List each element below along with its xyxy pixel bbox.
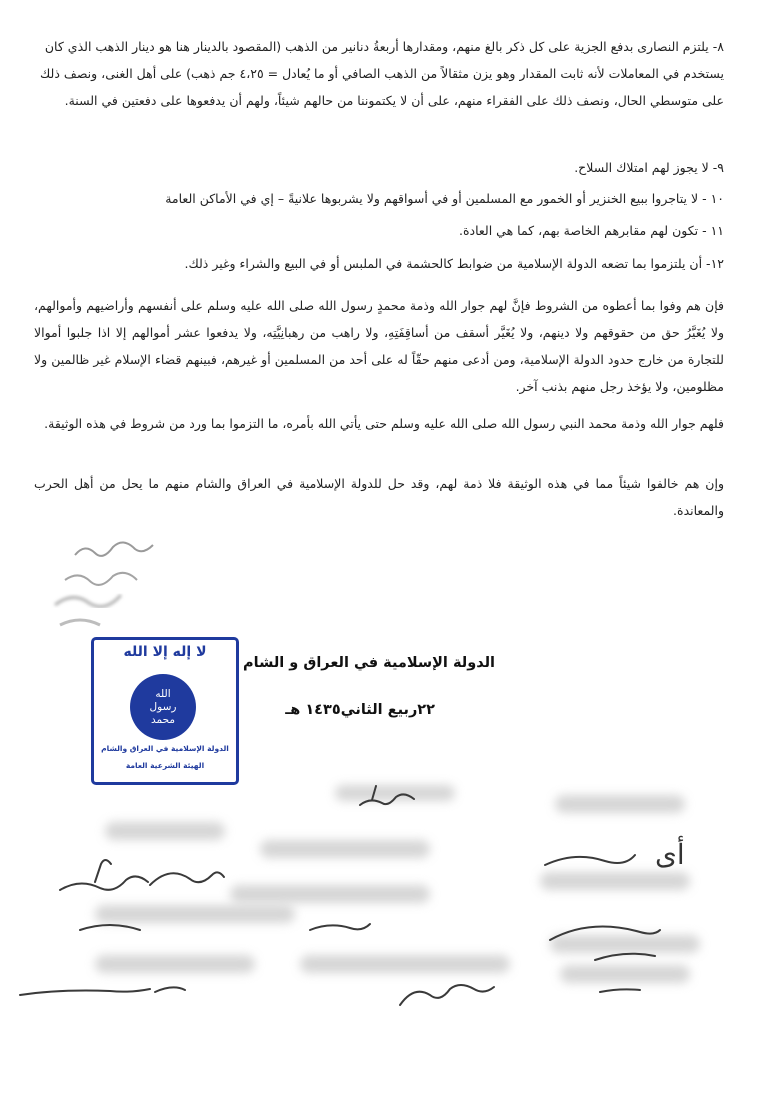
seal-circle-line-2: رسول — [149, 700, 177, 713]
clause-11: ١١ - تكون لهم مقابرهم الخاصة بهم، كما هي العادة. — [458, 223, 724, 238]
seal-circle — [130, 674, 196, 740]
seal-circle-line-1: الله — [155, 687, 171, 700]
paragraph-covenant: فلهم جوار الله وذمة محمد النبي رسول الله صلى الله عليه وسلم حتى يأتي الله بأمره، ما التزموا بما ورد من شروط في هذه الوثيقة. — [44, 416, 724, 431]
clause-8: ٨- يلتزم النصارى بدفع الجزية على كل ذكر بالغ منهم، ومقدارها أربعةُ دنانير من الذهب (المقصود بالدينار هنا هو دينار الذهب الذي كان يستخدم في المعاملات لأنه ثابت المقدار وهو يزن مثقالاً من الذهب الصافي أو ما يُعادل = ٤،٢٥ جم ذهب) على أهل الغنى، ونصف ذلك على متوسطي الحال، ونصف ذلك على الفقراء منهم، على أن لا يكتموننا من حالهم شيئاً، ولهم أن يدفعوها على دفعتين في السنة. — [40, 39, 724, 108]
signature-strokes — [0, 770, 760, 1020]
seal-bottom-line-1: الدولة الإسلامية في العراق والشام — [101, 744, 229, 753]
paragraph-protection: فإن هم وفوا بما أعطوه من الشروط فإنَّ لهم جوار الله وذمة محمدٍ رسول الله صلى الله عليه وسلم على أنفسهم وأراضيهم وأموالهم، ولا يُغَيَّرُ حق من حقوقهم ولا دينهم، ولا يُغَيَّر أسقف من أساقِفَتِهِ، ولا راهب من رهبانِيَّتِه، ولا يدفعوا عشر أموالهم إلا اذا جلبوا أموالا للتجارة من خارج حدود الدولة الإسلامية، ومن أدعى منهم حقّاً له على أحد من المسلمين أو غيرهم، فبينهم قضاء الإسلام غير ظالمين ولا مظلومين، ولا يؤخذ رجل منهم بذنب آخر. — [34, 298, 724, 394]
seal-circle-line-3: محمد — [151, 713, 175, 726]
document-date: ٢٢ربيع الثاني١٤٣٥ هـ — [285, 702, 435, 718]
paragraph-violation: وإن هم خالفوا شيئاً مما في هذه الوثيقة فلا ذمة لهم، وقد حل للدولة الإسلامية في العراق والشام منهم ما يحل من أهل الحرب والمعاندة. — [34, 476, 724, 518]
clause-9: ٩- لا يجوز لهم امتلاك السلاح. — [574, 160, 724, 175]
seal-top-text: لا إله إلا الله — [123, 644, 207, 660]
signature-mark: أى — [655, 838, 685, 871]
seal-bottom-line-2: الهيئة الشرعية العامة — [125, 761, 205, 770]
handwritten-scribble — [35, 525, 165, 640]
clause-12: ١٢- أن يلتزموا بما تضعه الدولة الإسلامية من ضوابط كالحشمة في الملبس أو في البيع والشراء وغير ذلك. — [184, 256, 724, 271]
official-seal — [91, 637, 239, 785]
issuer-name: الدولة الإسلامية في العراق و الشام — [243, 655, 495, 671]
clause-10: ١٠ - لا يتاجروا ببيع الخنزير أو الخمور مع المسلمين أو في أسواقهم ولا يشربوها علانيةً – إي في الأماكن العامة — [165, 191, 724, 206]
